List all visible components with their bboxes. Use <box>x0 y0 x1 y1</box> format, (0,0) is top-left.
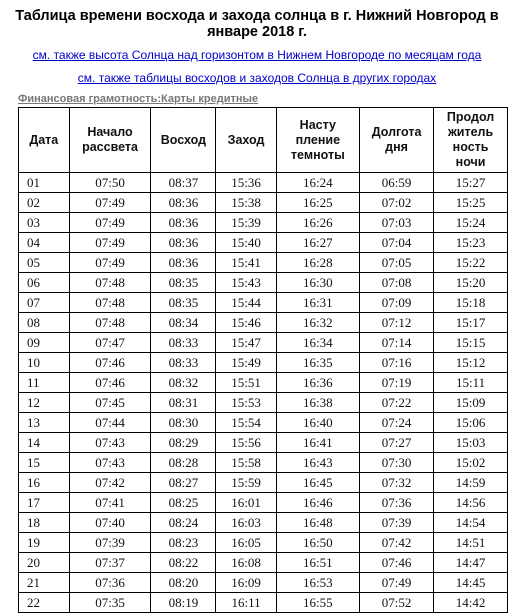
table-cell: 07:04 <box>360 233 434 253</box>
table-cell: 15:38 <box>216 193 276 213</box>
page-title: Таблица времени восхода и захода солнца в г. Нижний Новгород в январе 2018 г. <box>15 8 499 40</box>
table-cell: 07:40 <box>69 513 151 533</box>
table-cell: 01 <box>19 173 70 193</box>
table-cell: 07 <box>19 293 70 313</box>
table-row <box>19 253 508 273</box>
table-cell: 15:23 <box>434 233 508 253</box>
table-cell: 07:08 <box>360 273 434 293</box>
table-cell: 16:32 <box>276 313 359 333</box>
table-cell: 08:32 <box>151 373 216 393</box>
table-row <box>19 553 508 573</box>
table-cell: 03 <box>19 213 70 233</box>
table-cell: 16:08 <box>216 553 276 573</box>
table-cell: 15:39 <box>216 213 276 233</box>
table-cell: 15:25 <box>434 193 508 213</box>
table-row <box>19 173 508 193</box>
table-cell: 07:36 <box>360 493 434 513</box>
table-cell: 08:36 <box>151 253 216 273</box>
table-cell: 18 <box>19 513 70 533</box>
table-cell: 07:46 <box>69 373 151 393</box>
table-cell: 16:36 <box>276 373 359 393</box>
table-cell: 07:49 <box>69 193 151 213</box>
table-cell: 15:02 <box>434 453 508 473</box>
table-cell: 07:39 <box>69 533 151 553</box>
table-row <box>19 373 508 393</box>
table-cell: 21 <box>19 573 70 593</box>
table-cell: 07:02 <box>360 193 434 213</box>
table-cell: 15:40 <box>216 233 276 253</box>
table-cell: 07:48 <box>69 273 151 293</box>
table-cell: 08:19 <box>151 593 216 613</box>
table-row <box>19 413 508 433</box>
table-cell: 13 <box>19 413 70 433</box>
table-row <box>19 473 508 493</box>
table-cell: 07:22 <box>360 393 434 413</box>
table-cell: 08:27 <box>151 473 216 493</box>
table-cell: 16:53 <box>276 573 359 593</box>
table-cell: 07:16 <box>360 353 434 373</box>
table-cell: 09 <box>19 333 70 353</box>
table-row <box>19 333 508 353</box>
table-cell: 15:20 <box>434 273 508 293</box>
table-row <box>19 213 508 233</box>
table-row <box>19 493 508 513</box>
table-cell: 16:01 <box>216 493 276 513</box>
table-cell: 07:52 <box>360 593 434 613</box>
table-cell: 08:36 <box>151 213 216 233</box>
sun-altitude-link[interactable]: см. также высота Солнца над горизонтом в Нижнем Новгороде по месяцам года <box>32 48 482 62</box>
table-cell: 15:36 <box>216 173 276 193</box>
table-row <box>19 233 508 253</box>
table-cell: 08:36 <box>151 193 216 213</box>
table-cell: 16:40 <box>276 413 359 433</box>
table-cell: 16:48 <box>276 513 359 533</box>
table-row <box>19 193 508 213</box>
table-cell: 16:38 <box>276 393 359 413</box>
table-cell: 14:45 <box>434 573 508 593</box>
table-cell: 15:47 <box>216 333 276 353</box>
table-cell: 07:27 <box>360 433 434 453</box>
table-cell: 07:03 <box>360 213 434 233</box>
table-cell: 08 <box>19 313 70 333</box>
table-cell: 14:54 <box>434 513 508 533</box>
table-cell: 07:36 <box>69 573 151 593</box>
table-cell: 16:09 <box>216 573 276 593</box>
table-cell: 07:39 <box>360 513 434 533</box>
table-row <box>19 533 508 553</box>
table-cell: 16:50 <box>276 533 359 553</box>
table-cell: 07:09 <box>360 293 434 313</box>
table-cell: 08:36 <box>151 233 216 253</box>
table-cell: 16:45 <box>276 473 359 493</box>
table-cell: 16:11 <box>216 593 276 613</box>
table-row <box>19 273 508 293</box>
table-cell: 15:46 <box>216 313 276 333</box>
table-cell: 15:51 <box>216 373 276 393</box>
table-row <box>19 293 508 313</box>
col-header-dawn: Начало рассвета <box>69 108 151 173</box>
table-cell: 16:43 <box>276 453 359 473</box>
table-cell: 15:18 <box>434 293 508 313</box>
col-header-day-length: Долгота дня <box>360 108 434 173</box>
table-cell: 08:24 <box>151 513 216 533</box>
table-row <box>19 393 508 413</box>
table-cell: 07:42 <box>69 473 151 493</box>
table-cell: 07:49 <box>69 213 151 233</box>
table-row <box>19 353 508 373</box>
table-cell: 07:49 <box>69 233 151 253</box>
table-cell: 07:50 <box>69 173 151 193</box>
table-cell: 15:49 <box>216 353 276 373</box>
table-cell: 15:06 <box>434 413 508 433</box>
table-cell: 16:41 <box>276 433 359 453</box>
table-cell: 07:48 <box>69 293 151 313</box>
table-cell: 17 <box>19 493 70 513</box>
table-cell: 07:44 <box>69 413 151 433</box>
table-cell: 15:44 <box>216 293 276 313</box>
col-header-darkness: Насту пление темноты <box>276 108 359 173</box>
table-cell: 16:25 <box>276 193 359 213</box>
table-cell: 07:46 <box>360 553 434 573</box>
table-cell: 07:49 <box>69 253 151 273</box>
table-cell: 16:24 <box>276 173 359 193</box>
table-cell: 15:41 <box>216 253 276 273</box>
table-cell: 07:14 <box>360 333 434 353</box>
table-cell: 15:17 <box>434 313 508 333</box>
finance-ad-link[interactable]: Финансовая грамотность:Карты кредитные <box>18 93 259 105</box>
table-cell: 14:51 <box>434 533 508 553</box>
table-cell: 14:59 <box>434 473 508 493</box>
table-cell: 16:35 <box>276 353 359 373</box>
table-cell: 15:11 <box>434 373 508 393</box>
table-cell: 16:03 <box>216 513 276 533</box>
table-cell: 07:32 <box>360 473 434 493</box>
table-cell: 07:12 <box>360 313 434 333</box>
table-cell: 15:43 <box>216 273 276 293</box>
table-cell: 15:27 <box>434 173 508 193</box>
table-cell: 15:59 <box>216 473 276 493</box>
table-cell: 07:30 <box>360 453 434 473</box>
table-cell: 16 <box>19 473 70 493</box>
table-cell: 08:33 <box>151 333 216 353</box>
table-row <box>19 573 508 593</box>
col-header-sunrise: Восход <box>151 108 216 173</box>
table-cell: 07:48 <box>69 313 151 333</box>
table-cell: 16:51 <box>276 553 359 573</box>
table-cell: 20 <box>19 553 70 573</box>
table-cell: 07:41 <box>69 493 151 513</box>
table-cell: 07:47 <box>69 333 151 353</box>
table-cell: 16:55 <box>276 593 359 613</box>
table-cell: 08:37 <box>151 173 216 193</box>
table-cell: 07:35 <box>69 593 151 613</box>
table-cell: 14:47 <box>434 553 508 573</box>
col-header-sunset: Заход <box>216 108 276 173</box>
col-header-date: Дата <box>19 108 70 173</box>
table-cell: 08:33 <box>151 353 216 373</box>
table-cell: 07:45 <box>69 393 151 413</box>
table-cell: 08:29 <box>151 433 216 453</box>
table-cell: 15:53 <box>216 393 276 413</box>
table-cell: 16:05 <box>216 533 276 553</box>
table-cell: 07:24 <box>360 413 434 433</box>
table-body <box>19 173 508 613</box>
table-header-row <box>19 108 508 173</box>
table-cell: 15:22 <box>434 253 508 273</box>
table-cell: 15:54 <box>216 413 276 433</box>
table-cell: 08:23 <box>151 533 216 553</box>
table-cell: 05 <box>19 253 70 273</box>
related-links <box>10 48 504 93</box>
table-cell: 07:42 <box>360 533 434 553</box>
table-cell: 08:30 <box>151 413 216 433</box>
table-cell: 15:58 <box>216 453 276 473</box>
table-cell: 15:15 <box>434 333 508 353</box>
table-cell: 16:30 <box>276 273 359 293</box>
table-cell: 08:22 <box>151 553 216 573</box>
table-cell: 07:43 <box>69 453 151 473</box>
table-cell: 15:24 <box>434 213 508 233</box>
table-row <box>19 433 508 453</box>
table-cell: 14 <box>19 433 70 453</box>
table-cell: 07:19 <box>360 373 434 393</box>
table-cell: 08:35 <box>151 273 216 293</box>
col-header-night-length: Продол житель ность ночи <box>434 108 508 173</box>
table-cell: 16:31 <box>276 293 359 313</box>
table-cell: 16:46 <box>276 493 359 513</box>
table-cell: 19 <box>19 533 70 553</box>
table-cell: 08:28 <box>151 453 216 473</box>
table-cell: 04 <box>19 233 70 253</box>
table-cell: 07:49 <box>360 573 434 593</box>
table-row <box>19 513 508 533</box>
table-cell: 15 <box>19 453 70 473</box>
table-cell: 07:43 <box>69 433 151 453</box>
table-cell: 14:42 <box>434 593 508 613</box>
table-cell: 08:35 <box>151 293 216 313</box>
table-cell: 15:12 <box>434 353 508 373</box>
table-cell: 08:25 <box>151 493 216 513</box>
table-row <box>19 593 508 613</box>
table-cell: 10 <box>19 353 70 373</box>
table-cell: 02 <box>19 193 70 213</box>
table-cell: 16:28 <box>276 253 359 273</box>
table-cell: 16:34 <box>276 333 359 353</box>
table-cell: 22 <box>19 593 70 613</box>
table-row <box>19 453 508 473</box>
table-cell: 12 <box>19 393 70 413</box>
table-cell: 07:46 <box>69 353 151 373</box>
table-cell: 16:27 <box>276 233 359 253</box>
table-cell: 15:03 <box>434 433 508 453</box>
table-cell: 15:09 <box>434 393 508 413</box>
table-cell: 08:31 <box>151 393 216 413</box>
table-row <box>19 313 508 333</box>
table-cell: 14:56 <box>434 493 508 513</box>
table-cell: 06 <box>19 273 70 293</box>
table-cell: 11 <box>19 373 70 393</box>
table-cell: 08:20 <box>151 573 216 593</box>
sunrise-sunset-table <box>18 107 508 613</box>
table-cell: 07:05 <box>360 253 434 273</box>
other-cities-link[interactable]: см. также таблицы восходов и заходов Солнца в других городах <box>77 71 437 85</box>
table-cell: 06:59 <box>360 173 434 193</box>
table-cell: 07:37 <box>69 553 151 573</box>
table-cell: 15:56 <box>216 433 276 453</box>
table-cell: 08:34 <box>151 313 216 333</box>
table-cell: 16:26 <box>276 213 359 233</box>
